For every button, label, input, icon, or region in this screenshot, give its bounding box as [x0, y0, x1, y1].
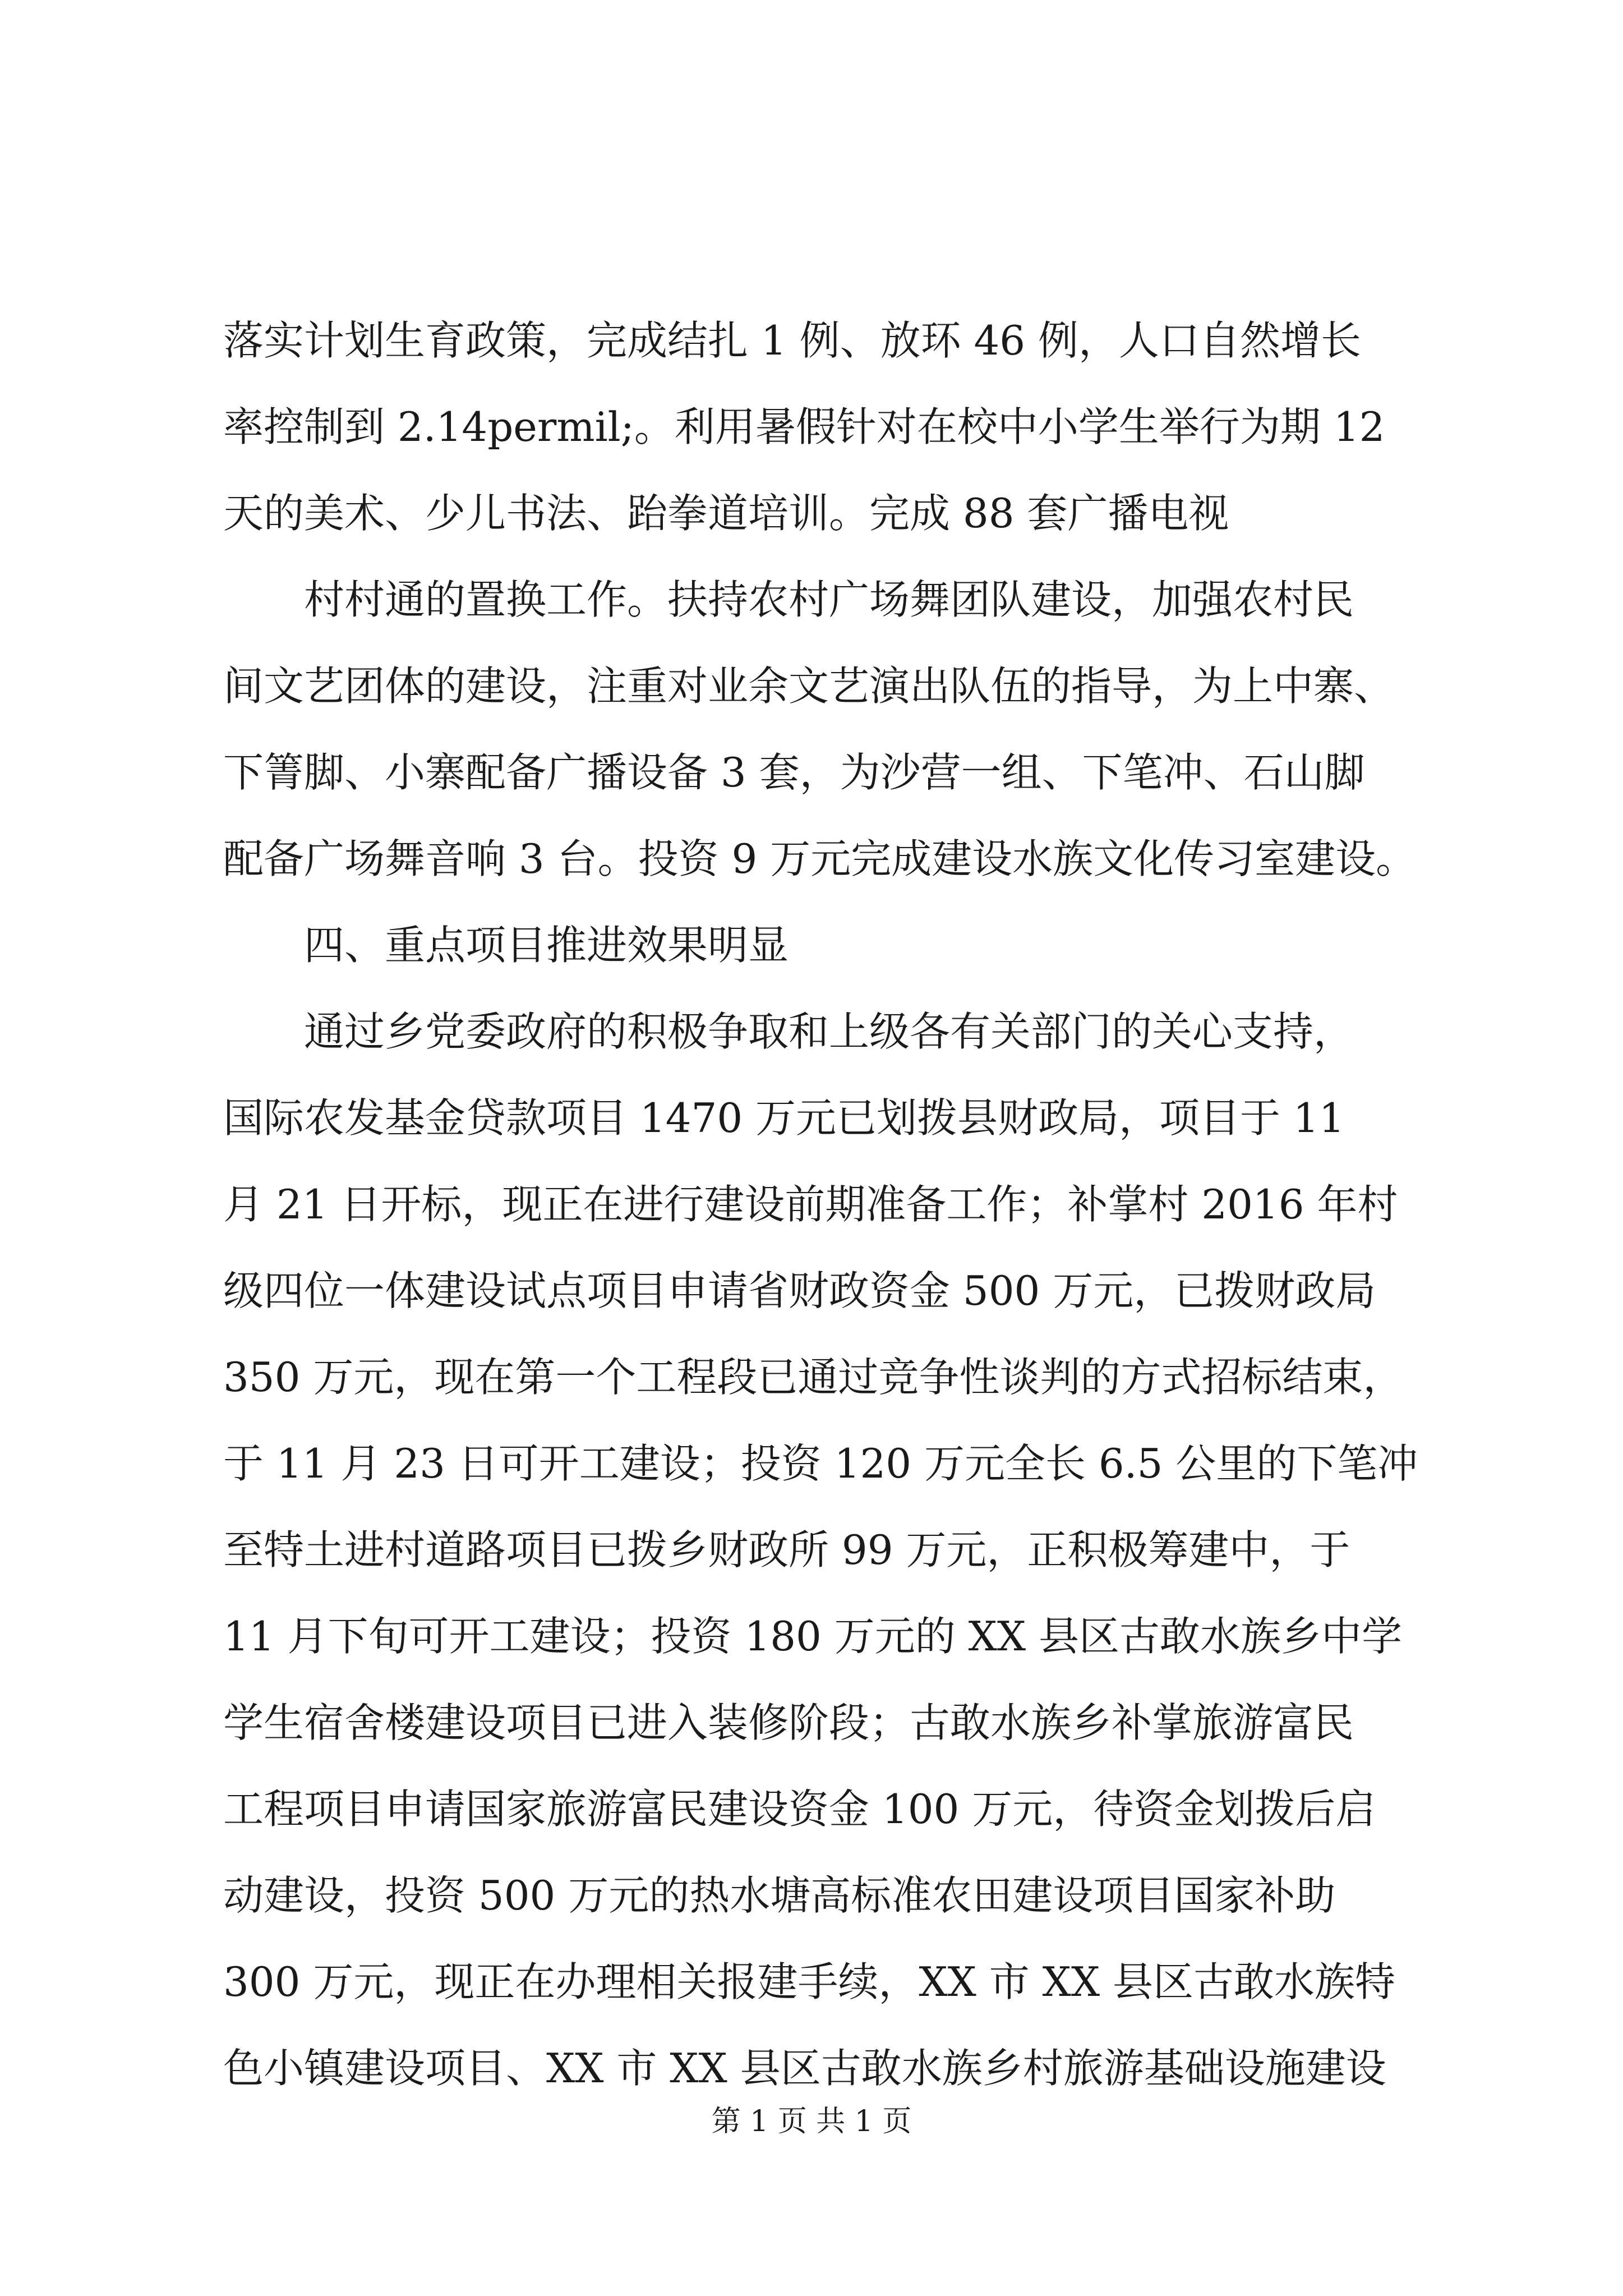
- text-line: 通过乡党委政府的积极争取和上级各有关部门的关心支持，: [223, 1008, 1354, 1055]
- text-line: 350 万元，现在第一个工程段已通过竞争性谈判的方式招标结束，: [223, 1354, 1404, 1401]
- text-line: 至特土进村道路项目已拨乡财政所 99 万元，正积极筹建中，于: [223, 1526, 1350, 1573]
- text-line: 配备广场舞音响 3 台。投资 9 万元完成建设水族文化传习室建设。: [223, 835, 1417, 882]
- text-line: 于 11 月 23 日可开工建设；投资 120 万元全长 6.5 公里的下笔冲: [223, 1440, 1418, 1487]
- text-line: 11 月下旬可开工建设；投资 180 万元的 XX 县区古敢水族乡中学: [223, 1613, 1402, 1660]
- text-line: 下箐脚、小寨配备广播设备 3 套，为沙营一组、下笔冲、石山脚: [223, 749, 1365, 796]
- text-line: 工程项目申请国家旅游富民建设资金 100 万元，待资金划拨后启: [223, 1786, 1376, 1833]
- text-line: 落实计划生育政策，完成结扎 1 例、放环 46 例，人口自然增长: [223, 317, 1361, 364]
- text-line: 300 万元，现正在办理相关报建手续，XX 市 XX 县区古敢水族特: [223, 1958, 1396, 2005]
- text-line: 学生宿舍楼建设项目已进入装修阶段；古敢水族乡补掌旅游富民: [223, 1699, 1354, 1746]
- body-text: [223, 297, 1421, 2111]
- text-line: 天的美术、少儿书法、跆拳道培训。完成 88 套广播电视: [223, 490, 1229, 537]
- section-heading: 四、重点项目推进效果明显: [223, 922, 789, 969]
- text-line: 色小镇建设项目、XX 市 XX 县区古敢水族乡村旅游基础设施建设: [223, 2045, 1386, 2092]
- page-footer: [0, 2105, 1623, 2138]
- page-number: 第 1 页 共 1 页: [711, 2105, 912, 2138]
- text-line: 级四位一体建设试点项目申请省财政资金 500 万元，已拨财政局: [223, 1267, 1376, 1314]
- text-line: 月 21 日开标，现正在进行建设前期准备工作；补掌村 2016 年村: [223, 1181, 1398, 1228]
- text-line: 国际农发基金贷款项目 1470 万元已划拨县财政局，项目于 11: [223, 1094, 1345, 1142]
- text-line: 动建设，投资 500 万元的热水塘高标准农田建设项目国家补助: [223, 1872, 1336, 1919]
- text-line: 村村通的置换工作。扶持农村广场舞团队建设，加强农村民: [223, 576, 1354, 623]
- text-line: 率控制到 2.14permil;。利用暑假针对在校中小学生举行为期 12: [223, 403, 1385, 450]
- text-line: 间文艺团体的建设，注重对业余文艺演出队伍的指导，为上中寨、: [223, 662, 1395, 710]
